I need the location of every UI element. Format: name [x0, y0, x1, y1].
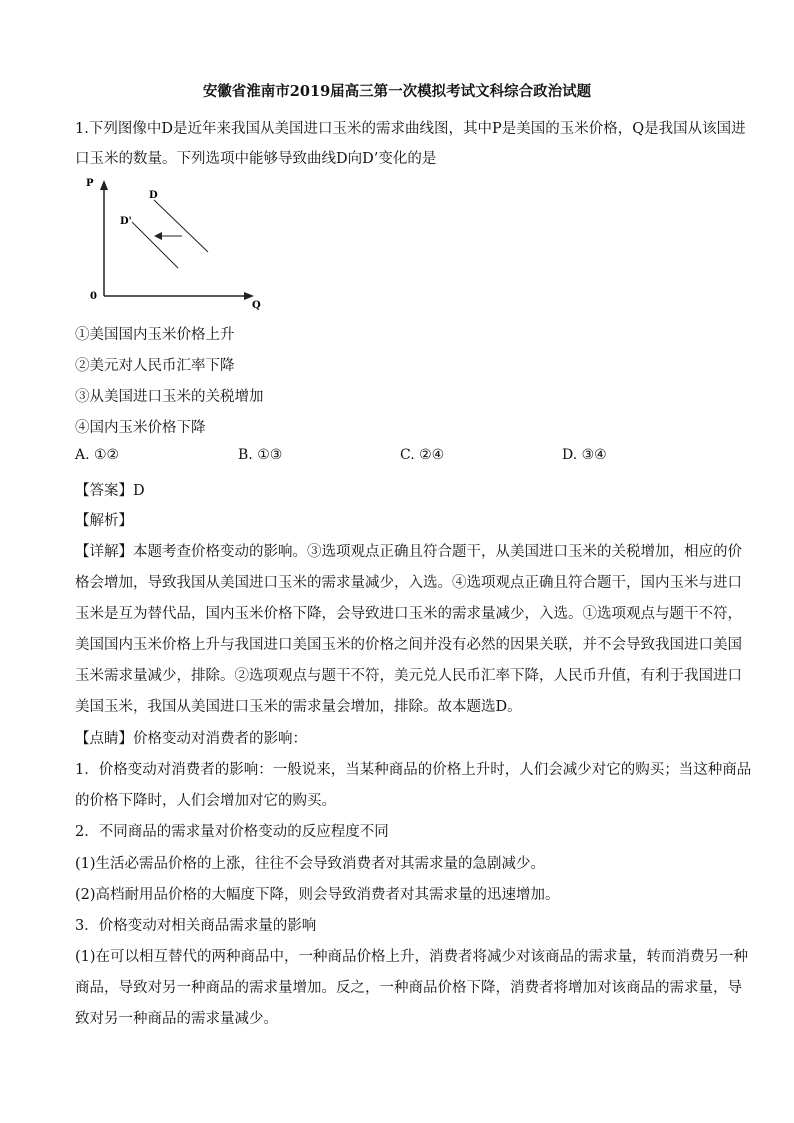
- answer-options: [75, 447, 735, 469]
- analysis-heading: 【解析】: [75, 513, 133, 529]
- option-c: C. ②④: [400, 447, 445, 463]
- detail-line-4: 美国国内玉米价格上升与我国进口美国玉米的价格之间并没有必然的因果关联，并不会导致我国进口美国: [75, 637, 742, 653]
- tip-line-7: 3．价格变动对相关商品需求量的影响: [75, 918, 317, 934]
- statement-2: ②美元对人民币汇率下降: [75, 358, 235, 374]
- statement-4: ④国内玉米价格下降: [75, 420, 206, 436]
- question-stem-line-2: 口玉米的数量。下列选项中能够导致曲线D向D’变化的是: [75, 151, 437, 167]
- shift-arrow-head-icon: [154, 232, 162, 240]
- x-axis-label: Q: [252, 300, 261, 311]
- x-axis-arrow-icon: [244, 292, 254, 300]
- tip-line-5: (1)生活必需品价格的上涨，往往不会导致消费者对其需求量的急剧减少。: [75, 856, 546, 872]
- statement-3: ③从美国进口玉米的关税增加: [75, 389, 264, 405]
- option-d: D. ③④: [562, 447, 607, 463]
- option-b: B. ①③: [238, 447, 283, 463]
- question-stem-line-1: 1.下列图像中D是近年来我国从美国进口玉米的需求曲线图，其中P是美国的玉米价格，Q是我国从该国进: [75, 121, 746, 137]
- tip-line-4: 2．不同商品的需求量对价格变动的反应程度不同: [75, 824, 389, 840]
- curve-d: [154, 200, 208, 252]
- curve-d-prime-label: D': [120, 216, 132, 227]
- tip-line-2: 1．价格变动对消费者的影响：一般说来，当某种商品的价格上升时，人们会减少对它的购买；当这种商品: [75, 762, 752, 778]
- tip-line-1: 【点睛】价格变动对消费者的影响：: [75, 731, 307, 747]
- curve-d-prime: [132, 222, 178, 268]
- statement-1: ①美国国内玉米价格上升: [75, 327, 235, 343]
- curve-d-label: D: [149, 190, 158, 201]
- option-a: A. ①②: [75, 447, 120, 463]
- detail-line-3: 玉米是互为替代品，国内玉米价格下降，会导致进口玉米的需求量减少，入选。①选项观点与题干不符，: [75, 606, 742, 622]
- detail-line-5: 玉米需求量减少，排除。②选项观点与题干不符，美元兑人民币汇率下降，人民币升值，有利于我国进口: [75, 668, 742, 684]
- tip-line-9: 商品，导致对另一种商品的需求量增加。反之，一种商品价格下降，消费者将增加对该商品的需求量，导: [75, 980, 742, 996]
- tip-line-10: 致对另一种商品的需求量减少。: [75, 1011, 278, 1027]
- detail-line-1: 【详解】本题考查价格变动的影响。③选项观点正确且符合题干，从美国进口玉米的关税增加，相应的价: [75, 544, 742, 560]
- y-axis-label: P: [86, 178, 94, 189]
- answer-line: 【答案】D: [75, 483, 145, 499]
- tip-line-3: 的价格下降时，人们会增加对它的购买。: [75, 793, 336, 809]
- demand-curve-figure: [82, 172, 272, 312]
- detail-line-2: 格会增加，导致我国从美国进口玉米的需求量减少，入选。④选项观点正确且符合题干，国内玉米与进口: [75, 575, 742, 591]
- origin-label: 0: [90, 291, 97, 302]
- y-axis-arrow-icon: [100, 180, 108, 190]
- tip-line-8: (1)在可以相互替代的两种商品中，一种商品价格上升，消费者将减少对该商品的需求量，转而消费另一种: [75, 949, 749, 965]
- tip-line-6: (2)高档耐用品价格的大幅度下降，则会导致消费者对其需求量的迅速增加。: [75, 887, 560, 903]
- page-title: 安徽省淮南市2019届高三第一次模拟考试文科综合政治试题: [202, 83, 592, 100]
- detail-line-6: 美国玉米，我国从美国进口玉米的需求量会增加，排除。故本题选D。: [75, 699, 522, 715]
